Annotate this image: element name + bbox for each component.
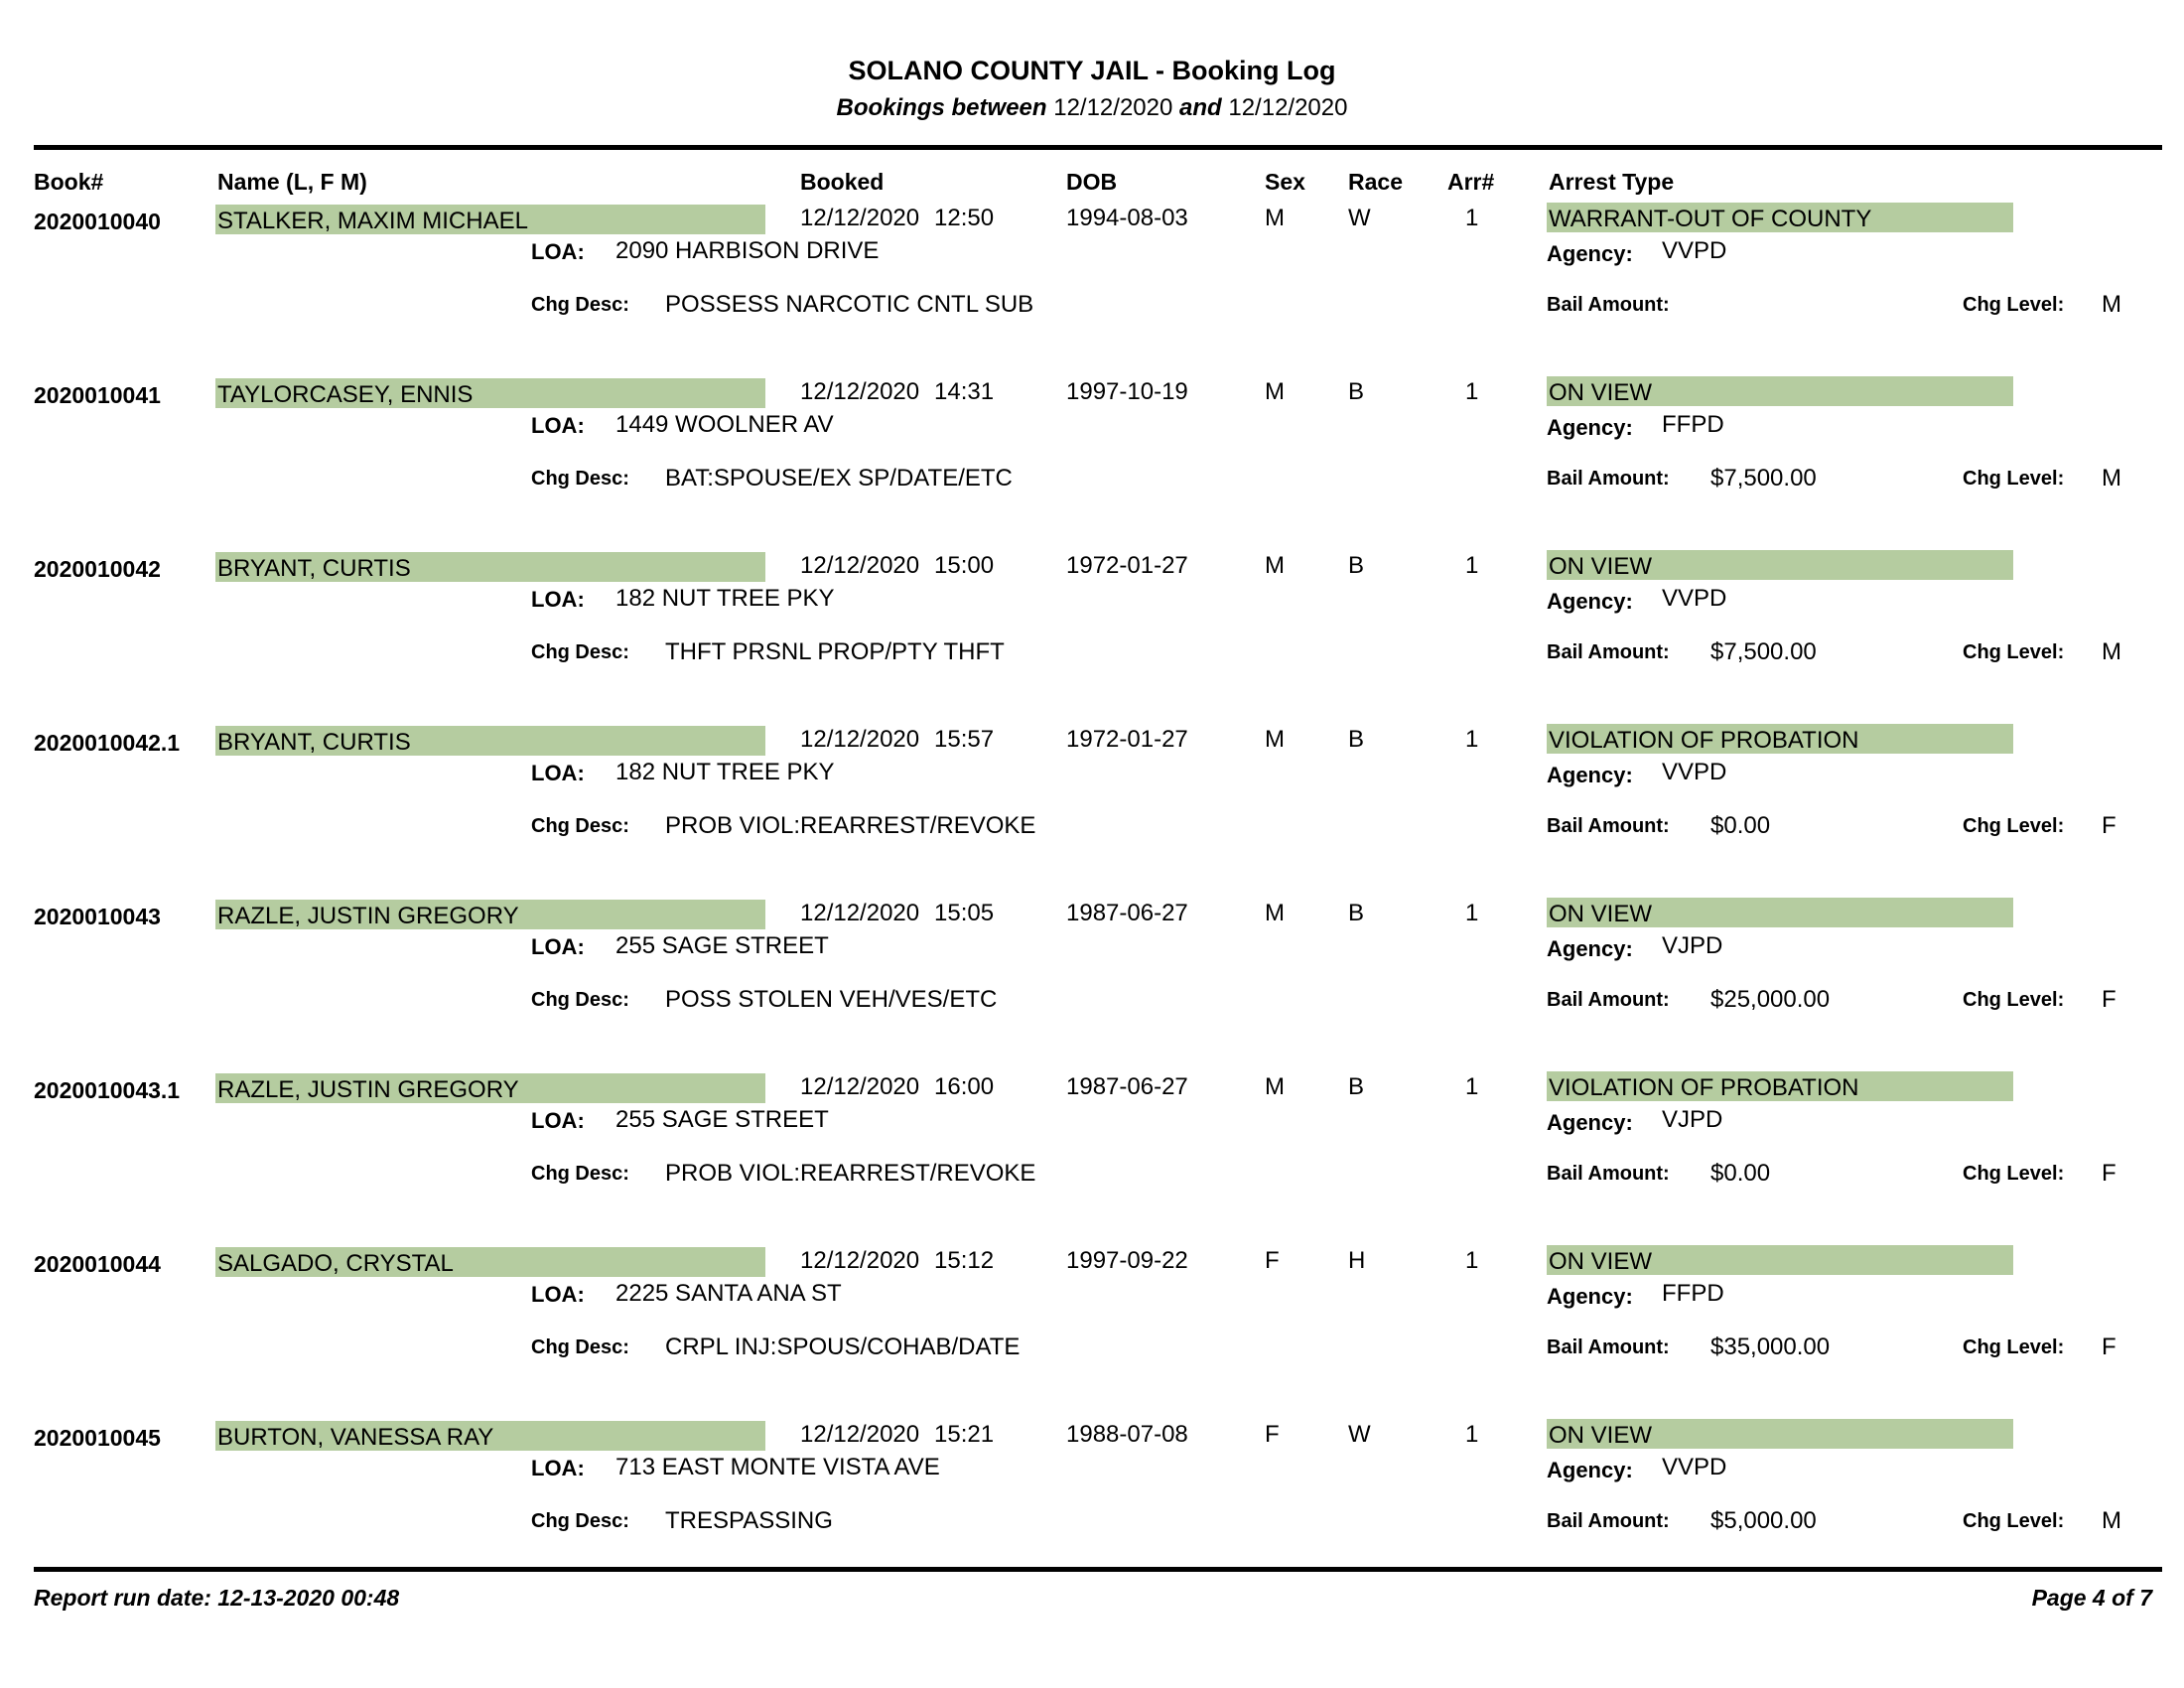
sex: F — [1265, 1421, 1280, 1448]
subtitle-start-date: 12/12/2020 — [1053, 94, 1173, 121]
page-number: Page 4 of 7 — [2031, 1585, 2152, 1611]
inmate-name: BRYANT, CURTIS — [215, 726, 765, 756]
agency-label: Agency: — [1547, 1110, 1633, 1135]
race: H — [1348, 1247, 1366, 1274]
arrest-type: WARRANT-OUT OF COUNTY — [1547, 203, 2013, 232]
loa-address: 1449 WOOLNER AV — [615, 411, 834, 438]
subtitle-end-date: 12/12/2020 — [1228, 94, 1348, 121]
booked-date: 12/12/2020 — [800, 1073, 920, 1100]
sex: M — [1265, 205, 1285, 231]
col-header-arr: Arr# — [1447, 169, 1495, 195]
book-number: 2020010045 — [34, 1425, 161, 1451]
bail-amount-value: $7,500.00 — [1710, 638, 1817, 665]
booked-time: 15:12 — [934, 1247, 995, 1274]
agency-value: VVPD — [1662, 1454, 1727, 1480]
arrest-number: 1 — [1465, 1073, 1479, 1100]
inmate-name: STALKER, MAXIM MICHAEL — [215, 205, 765, 234]
subtitle-prefix: Bookings between — [836, 94, 1047, 121]
col-header-dob: DOB — [1066, 169, 1118, 195]
race: B — [1348, 552, 1365, 579]
arrest-number: 1 — [1465, 1247, 1479, 1274]
col-header-name: Name (L, F M) — [217, 169, 367, 195]
subtitle-and: and — [1179, 94, 1222, 121]
loa-label: LOA: — [531, 761, 585, 785]
bail-amount-value: $0.00 — [1710, 812, 1771, 839]
race: W — [1348, 1421, 1371, 1448]
col-header-race: Race — [1348, 169, 1403, 195]
chg-level-label: Chg Level: — [1963, 468, 2065, 490]
top-rule — [34, 145, 2162, 150]
booked-date: 12/12/2020 — [800, 726, 920, 753]
agency-value: VJPD — [1662, 932, 1723, 959]
bail-amount-label: Bail Amount: — [1547, 1510, 1670, 1532]
booked-time: 15:57 — [934, 726, 995, 753]
sex: M — [1265, 726, 1285, 753]
booked-date: 12/12/2020 — [800, 1247, 920, 1274]
arrest-number: 1 — [1465, 552, 1479, 579]
booked-date: 12/12/2020 — [800, 378, 920, 405]
booked-time: 15:05 — [934, 900, 995, 926]
chg-desc-value: THFT PRSNL PROP/PTY THFT — [665, 638, 1005, 665]
chg-desc-value: PROB VIOL:REARREST/REVOKE — [665, 812, 1036, 839]
chg-level-label: Chg Level: — [1963, 1510, 2065, 1532]
book-number: 2020010043 — [34, 904, 161, 929]
bail-amount-label: Bail Amount: — [1547, 1336, 1670, 1358]
chg-desc-value: BAT:SPOUSE/EX SP/DATE/ETC — [665, 465, 1013, 492]
agency-label: Agency: — [1547, 936, 1633, 961]
chg-level-value: F — [2102, 812, 2116, 839]
dob: 1994-08-03 — [1066, 205, 1188, 231]
sex: M — [1265, 552, 1285, 579]
chg-level-value: F — [2102, 986, 2116, 1013]
chg-desc-label: Chg Desc: — [531, 468, 629, 490]
booked-date: 12/12/2020 — [800, 900, 920, 926]
agency-value: FFPD — [1662, 411, 1724, 438]
col-header-booked: Booked — [800, 169, 885, 195]
loa-label: LOA: — [531, 934, 585, 959]
chg-desc-label: Chg Desc: — [531, 1336, 629, 1358]
bail-amount-label: Bail Amount: — [1547, 1163, 1670, 1185]
chg-desc-value: POSSESS NARCOTIC CNTL SUB — [665, 291, 1034, 318]
chg-level-value: M — [2102, 465, 2121, 492]
booked-date: 12/12/2020 — [800, 205, 920, 231]
race: W — [1348, 205, 1371, 231]
dob: 1972-01-27 — [1066, 552, 1188, 579]
chg-desc-value: TRESPASSING — [665, 1507, 833, 1534]
bail-amount-label: Bail Amount: — [1547, 468, 1670, 490]
loa-address: 182 NUT TREE PKY — [615, 759, 835, 785]
agency-value: VVPD — [1662, 585, 1727, 612]
loa-label: LOA: — [531, 1282, 585, 1307]
sex: M — [1265, 378, 1285, 405]
chg-level-label: Chg Level: — [1963, 294, 2065, 316]
book-number: 2020010041 — [34, 382, 161, 408]
booked-time: 12:50 — [934, 205, 995, 231]
inmate-name: RAZLE, JUSTIN GREGORY — [215, 900, 765, 929]
arrest-type: ON VIEW — [1547, 1419, 2013, 1449]
loa-address: 2225 SANTA ANA ST — [615, 1280, 842, 1307]
chg-desc-label: Chg Desc: — [531, 1163, 629, 1185]
book-number: 2020010042 — [34, 556, 161, 582]
loa-address: 255 SAGE STREET — [615, 1106, 829, 1133]
loa-label: LOA: — [531, 1456, 585, 1480]
report-run-date: Report run date: 12-13-2020 00:48 — [34, 1585, 400, 1611]
booked-time: 15:21 — [934, 1421, 995, 1448]
col-header-book: Book# — [34, 169, 104, 195]
inmate-name: SALGADO, CRYSTAL — [215, 1247, 765, 1277]
inmate-name: RAZLE, JUSTIN GREGORY — [215, 1073, 765, 1103]
race: B — [1348, 378, 1365, 405]
col-header-sex: Sex — [1265, 169, 1305, 195]
bail-amount-label: Bail Amount: — [1547, 989, 1670, 1011]
chg-level-value: F — [2102, 1334, 2116, 1360]
booked-time: 16:00 — [934, 1073, 995, 1100]
bail-amount-value: $5,000.00 — [1710, 1507, 1817, 1534]
arrest-type: ON VIEW — [1547, 898, 2013, 927]
chg-desc-label: Chg Desc: — [531, 641, 629, 663]
book-number: 2020010044 — [34, 1251, 161, 1277]
agency-value: VVPD — [1662, 759, 1727, 785]
booked-time: 15:00 — [934, 552, 995, 579]
chg-desc-label: Chg Desc: — [531, 815, 629, 837]
bail-amount-value: $35,000.00 — [1710, 1334, 1831, 1360]
loa-label: LOA: — [531, 413, 585, 438]
inmate-name: TAYLORCASEY, ENNIS — [215, 378, 765, 408]
chg-level-value: F — [2102, 1160, 2116, 1187]
chg-level-value: M — [2102, 1507, 2121, 1534]
chg-level-value: M — [2102, 638, 2121, 665]
agency-label: Agency: — [1547, 763, 1633, 787]
chg-level-label: Chg Level: — [1963, 641, 2065, 663]
bail-amount-label: Bail Amount: — [1547, 641, 1670, 663]
chg-level-label: Chg Level: — [1963, 1163, 2065, 1185]
booked-date: 12/12/2020 — [800, 552, 920, 579]
book-number: 2020010043.1 — [34, 1077, 181, 1103]
sex: M — [1265, 900, 1285, 926]
chg-desc-value: CRPL INJ:SPOUS/COHAB/DATE — [665, 1334, 1021, 1360]
agency-value: VVPD — [1662, 237, 1727, 264]
loa-address: 2090 HARBISON DRIVE — [615, 237, 880, 264]
loa-address: 182 NUT TREE PKY — [615, 585, 835, 612]
chg-desc-value: PROB VIOL:REARREST/REVOKE — [665, 1160, 1036, 1187]
bail-amount-label: Bail Amount: — [1547, 815, 1670, 837]
inmate-name: BRYANT, CURTIS — [215, 552, 765, 582]
dob: 1987-06-27 — [1066, 900, 1188, 926]
report-title: SOLANO COUNTY JAIL - Booking Log — [848, 56, 1336, 85]
report-subtitle — [0, 94, 2184, 122]
bail-amount-value: $0.00 — [1710, 1160, 1771, 1187]
dob: 1987-06-27 — [1066, 1073, 1188, 1100]
agency-label: Agency: — [1547, 1458, 1633, 1482]
col-header-arrest-type: Arrest Type — [1549, 169, 1675, 195]
agency-label: Agency: — [1547, 415, 1633, 440]
chg-desc-label: Chg Desc: — [531, 989, 629, 1011]
chg-level-value: M — [2102, 291, 2121, 318]
agency-label: Agency: — [1547, 1284, 1633, 1309]
loa-address: 255 SAGE STREET — [615, 932, 829, 959]
chg-desc-label: Chg Desc: — [531, 294, 629, 316]
agency-label: Agency: — [1547, 241, 1633, 266]
book-number: 2020010042.1 — [34, 730, 181, 756]
arrest-type: VIOLATION OF PROBATION — [1547, 1071, 2013, 1101]
dob: 1972-01-27 — [1066, 726, 1188, 753]
arrest-type: ON VIEW — [1547, 1245, 2013, 1275]
chg-desc-value: POSS STOLEN VEH/VES/ETC — [665, 986, 998, 1013]
race: B — [1348, 726, 1365, 753]
dob: 1997-09-22 — [1066, 1247, 1188, 1274]
arrest-number: 1 — [1465, 205, 1479, 231]
bottom-rule — [34, 1567, 2162, 1572]
arrest-number: 1 — [1465, 900, 1479, 926]
chg-level-label: Chg Level: — [1963, 815, 2065, 837]
agency-value: VJPD — [1662, 1106, 1723, 1133]
book-number: 2020010040 — [34, 209, 161, 234]
race: B — [1348, 900, 1365, 926]
sex: F — [1265, 1247, 1280, 1274]
bail-amount-value: $25,000.00 — [1710, 986, 1831, 1013]
booked-date: 12/12/2020 — [800, 1421, 920, 1448]
race: B — [1348, 1073, 1365, 1100]
loa-label: LOA: — [531, 1108, 585, 1133]
dob: 1988-07-08 — [1066, 1421, 1188, 1448]
loa-address: 713 EAST MONTE VISTA AVE — [615, 1454, 940, 1480]
inmate-name: BURTON, VANESSA RAY — [215, 1421, 765, 1451]
chg-desc-label: Chg Desc: — [531, 1510, 629, 1532]
sex: M — [1265, 1073, 1285, 1100]
arrest-type: VIOLATION OF PROBATION — [1547, 724, 2013, 754]
arrest-type: ON VIEW — [1547, 550, 2013, 580]
agency-label: Agency: — [1547, 589, 1633, 614]
bail-amount-label: Bail Amount: — [1547, 294, 1670, 316]
loa-label: LOA: — [531, 239, 585, 264]
arrest-number: 1 — [1465, 1421, 1479, 1448]
booked-time: 14:31 — [934, 378, 995, 405]
bail-amount-value: $7,500.00 — [1710, 465, 1817, 492]
agency-value: FFPD — [1662, 1280, 1724, 1307]
arrest-number: 1 — [1465, 726, 1479, 753]
dob: 1997-10-19 — [1066, 378, 1188, 405]
loa-label: LOA: — [531, 587, 585, 612]
arrest-number: 1 — [1465, 378, 1479, 405]
chg-level-label: Chg Level: — [1963, 989, 2065, 1011]
arrest-type: ON VIEW — [1547, 376, 2013, 406]
chg-level-label: Chg Level: — [1963, 1336, 2065, 1358]
